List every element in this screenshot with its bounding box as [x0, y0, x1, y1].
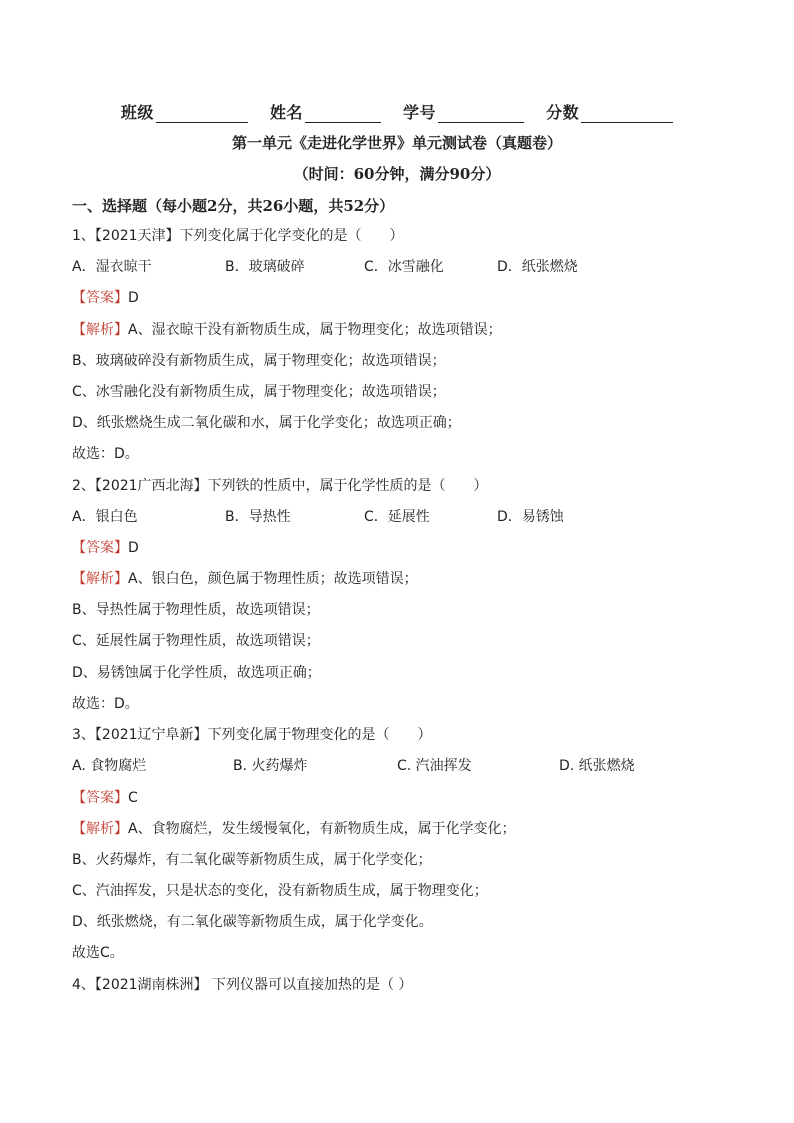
question-1-analysis-a: 【解析】A、湿衣晾干没有新物质生成，属于物理变化；故选项错误； — [72, 322, 502, 338]
question-1-option-a[interactable]: A．湿衣晾干 — [72, 259, 152, 275]
class-blank[interactable] — [156, 106, 248, 123]
question-2-option-d[interactable]: D．易锈蚀 — [497, 509, 564, 525]
question-1-option-b[interactable]: B．玻璃破碎 — [225, 259, 305, 275]
question-2-option-a[interactable]: A．银白色 — [72, 509, 138, 525]
question-3-analysis-d: D、纸张燃烧，有二氧化碳等新物质生成，属于化学变化。 — [72, 914, 433, 930]
page-title: 第一单元《走进化学世界》单元测试卷（真题卷） — [231, 134, 562, 152]
section-heading: 一、选择题（每小题2分，共26小题，共52分） — [72, 197, 395, 215]
page-subtitle: （时间：60分钟，满分90分） — [293, 165, 501, 183]
question-1-conclusion: 故选：D。 — [72, 446, 139, 462]
question-3-analysis-b: B、火药爆炸，有二氧化碳等新物质生成，属于化学变化； — [72, 852, 432, 868]
question-1-stem: 1、【2021天津】下列变化属于化学变化的是（ ） — [72, 228, 404, 244]
question-2-stem: 2、【2021广西北海】下列铁的性质中，属于化学性质的是（ ） — [72, 478, 488, 494]
student-id-field[interactable]: 学号 — [403, 100, 524, 123]
question-1-option-c[interactable]: C．冰雪融化 — [364, 259, 444, 275]
question-2-analysis-b: B、导热性属于物理性质，故选项错误； — [72, 602, 320, 618]
question-3-option-c[interactable]: C. 汽油挥发 — [397, 758, 472, 774]
question-1-answer: 【答案】D — [72, 290, 139, 306]
score-blank[interactable] — [581, 106, 673, 123]
question-2-analysis-d: D、易锈蚀属于化学性质，故选项正确； — [72, 665, 321, 681]
question-1-analysis-d: D、纸张燃烧生成二氧化碳和水，属于化学变化；故选项正确； — [72, 415, 461, 431]
question-3-stem: 3、【2021辽宁阜新】下列变化属于物理变化的是（ ） — [72, 727, 432, 743]
question-2-conclusion: 故选：D。 — [72, 696, 139, 712]
question-3-answer: 【答案】C — [72, 790, 138, 806]
question-3-option-b[interactable]: B. 火药爆炸 — [233, 758, 308, 774]
score-field[interactable]: 分数 — [546, 100, 673, 123]
name-blank[interactable] — [305, 106, 381, 123]
name-field[interactable]: 姓名 — [270, 100, 381, 123]
student-info-header — [0, 100, 794, 123]
question-4-stem: 4、【2021湖南株洲】 下列仪器可以直接加热的是（ ） — [72, 977, 413, 993]
question-2-analysis-c: C、延展性属于物理性质，故选项错误； — [72, 633, 320, 649]
question-3-analysis-c: C、汽油挥发，只是状态的变化，没有新物质生成，属于物理变化； — [72, 883, 488, 899]
question-3-analysis-a: 【解析】A、食物腐烂，发生缓慢氧化，有新物质生成，属于化学变化； — [72, 821, 516, 837]
question-1-option-d[interactable]: D．纸张燃烧 — [497, 259, 578, 275]
question-2-answer: 【答案】D — [72, 540, 139, 556]
question-1-analysis-b: B、玻璃破碎没有新物质生成，属于物理变化；故选项错误； — [72, 353, 446, 369]
question-2-option-b[interactable]: B．导热性 — [225, 509, 291, 525]
class-field[interactable]: 班级 — [121, 100, 248, 123]
question-1-analysis-c: C、冰雪融化没有新物质生成，属于物理变化；故选项错误； — [72, 384, 446, 400]
student-id-blank[interactable] — [438, 106, 524, 123]
question-2-option-c[interactable]: C．延展性 — [364, 509, 430, 525]
question-2-analysis-a: 【解析】A、银白色，颜色属于物理性质；故选项错误； — [72, 571, 418, 587]
question-3-option-a[interactable]: A. 食物腐烂 — [72, 758, 147, 774]
question-3-option-d[interactable]: D. 纸张燃烧 — [559, 758, 635, 774]
question-3-conclusion: 故选C。 — [72, 945, 124, 961]
